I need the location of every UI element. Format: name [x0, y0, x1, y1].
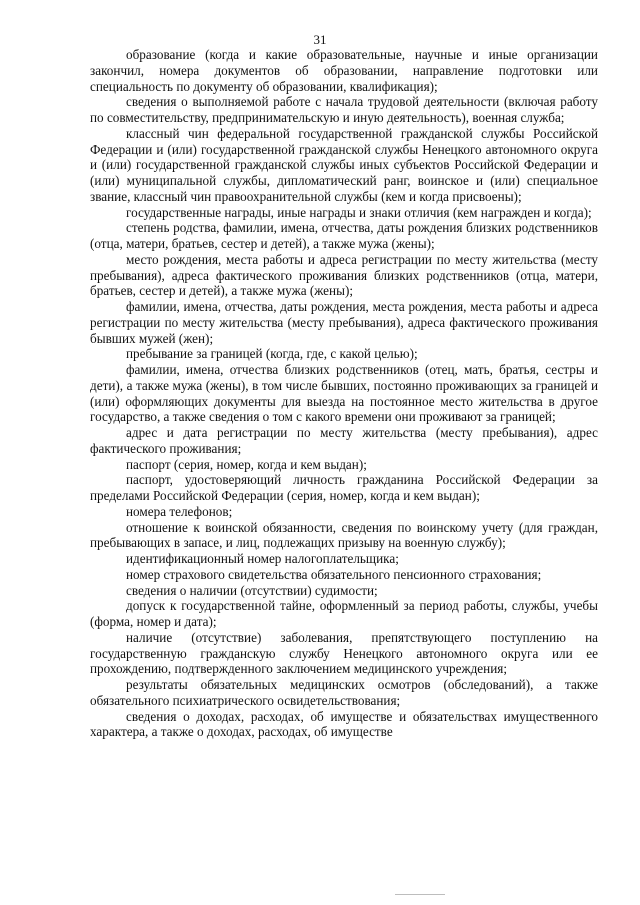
paragraph-passport: паспорт (серия, номер, когда и кем выдан); — [126, 456, 367, 472]
paragraph-military-duty: отношение к воинской обязанности, сведения по воинскому учету (для граждан, пребывающих в запасе, и лиц, подлежащих призыву на военную службу); — [90, 519, 598, 551]
paragraph-relatives-addresses: место рождения, места работы и адреса регистрации по месту жительства (месту пребывания), адреса фактического проживания близких родственников (отца, матери, братьев, сестер и детей), а также мужа (жены); — [90, 251, 598, 299]
document-body — [90, 47, 598, 740]
paragraph-phone-numbers: номера телефонов; — [126, 503, 233, 519]
paragraph-medical-examinations: результаты обязательных медицинских осмотров (обследований), а также обязательного психиатрического освидетельствования; — [90, 677, 598, 708]
paragraph-state-secret-access: допуск к государственной тайне, оформленный за период работы, службы, учебы (форма, номер и дата); — [90, 598, 598, 629]
paragraph-work-history: сведения о выполняемой работе с начала трудовой деятельности (включая работу по совместительству, предпринимательскую и иную деятельность), военная служба; — [90, 94, 598, 125]
paragraph-income-property: сведения о доходах, расходах, об имуществе и обязательствах имущественного характера, а также о доходах, расходах, об имуществе — [90, 708, 598, 740]
scan-artifact-line — [395, 894, 445, 895]
paragraph-former-spouses: фамилии, имена, отчества, даты рождения, места рождения, места работы и адреса регистрации по месту жительства (месту пребывания), адреса фактического проживания бывших мужей (жен); — [90, 299, 598, 346]
paragraph-relatives: степень родства, фамилии, имена, отчества, даты рождения близких родственников (отца, матери, братьев, сестер и детей), а также мужа (жены); — [90, 220, 598, 251]
paragraph-class-rank: классный чин федеральной государственной гражданской службы Российской Федерации и (или) государственной гражданской службы Ненецкого автономного округа и (или) государственной гражданской службы иных субъектов Российской Федерации и (или) муниципальной службы, дипломатический ранг, воинское и (или) специальное звание, классный чин правоохранительной службы (кем и когда присвоены); — [90, 125, 598, 204]
paragraph-registration-address: адрес и дата регистрации по месту жительства (месту пребывания), адрес фактического проживания; — [90, 425, 598, 456]
paragraph-relatives-abroad: фамилии, имена, отчества близких родственников (отец, мать, братья, сестры и дети), а также мужа (жены), в том числе бывших, постоянно проживающих за границей и (или) оформляющих документы для выезда на постоянное место жительства в другое государство, а также сведения о том с какого времени они проживают за границей; — [90, 362, 598, 425]
paragraph-pension-insurance: номер страхового свидетельства обязательного пенсионного страхования; — [126, 566, 542, 582]
paragraph-stay-abroad: пребывание за границей (когда, где, с какой целью); — [126, 346, 418, 362]
paragraph-awards: государственные награды, иные награды и знаки отличия (кем награжден и когда); — [126, 204, 592, 220]
paragraph-education: образование (когда и какие образовательные, научные и иные организации закончил, номера документов об образовании, направление подготовки или специальность по документу об образовании, квалификация); — [90, 47, 598, 94]
paragraph-tax-id: идентификационный номер налогоплательщика; — [126, 551, 399, 566]
paragraph-criminal-record: сведения о наличии (отсутствии) судимости; — [126, 582, 378, 598]
page-number: 31 — [313, 32, 327, 47]
paragraph-foreign-passport: паспорт, удостоверяющий личность гражданина Российской Федерации за пределами Российской Федерации (серия, номер, когда и кем выдан); — [90, 472, 598, 503]
paragraph-medical-condition: наличие (отсутствие) заболевания, препятствующего поступлению на государственную гражданскую службу Ненецкого автономного округа или ее прохождению, подтвержденного заключением медицинского учреждения; — [90, 629, 598, 677]
